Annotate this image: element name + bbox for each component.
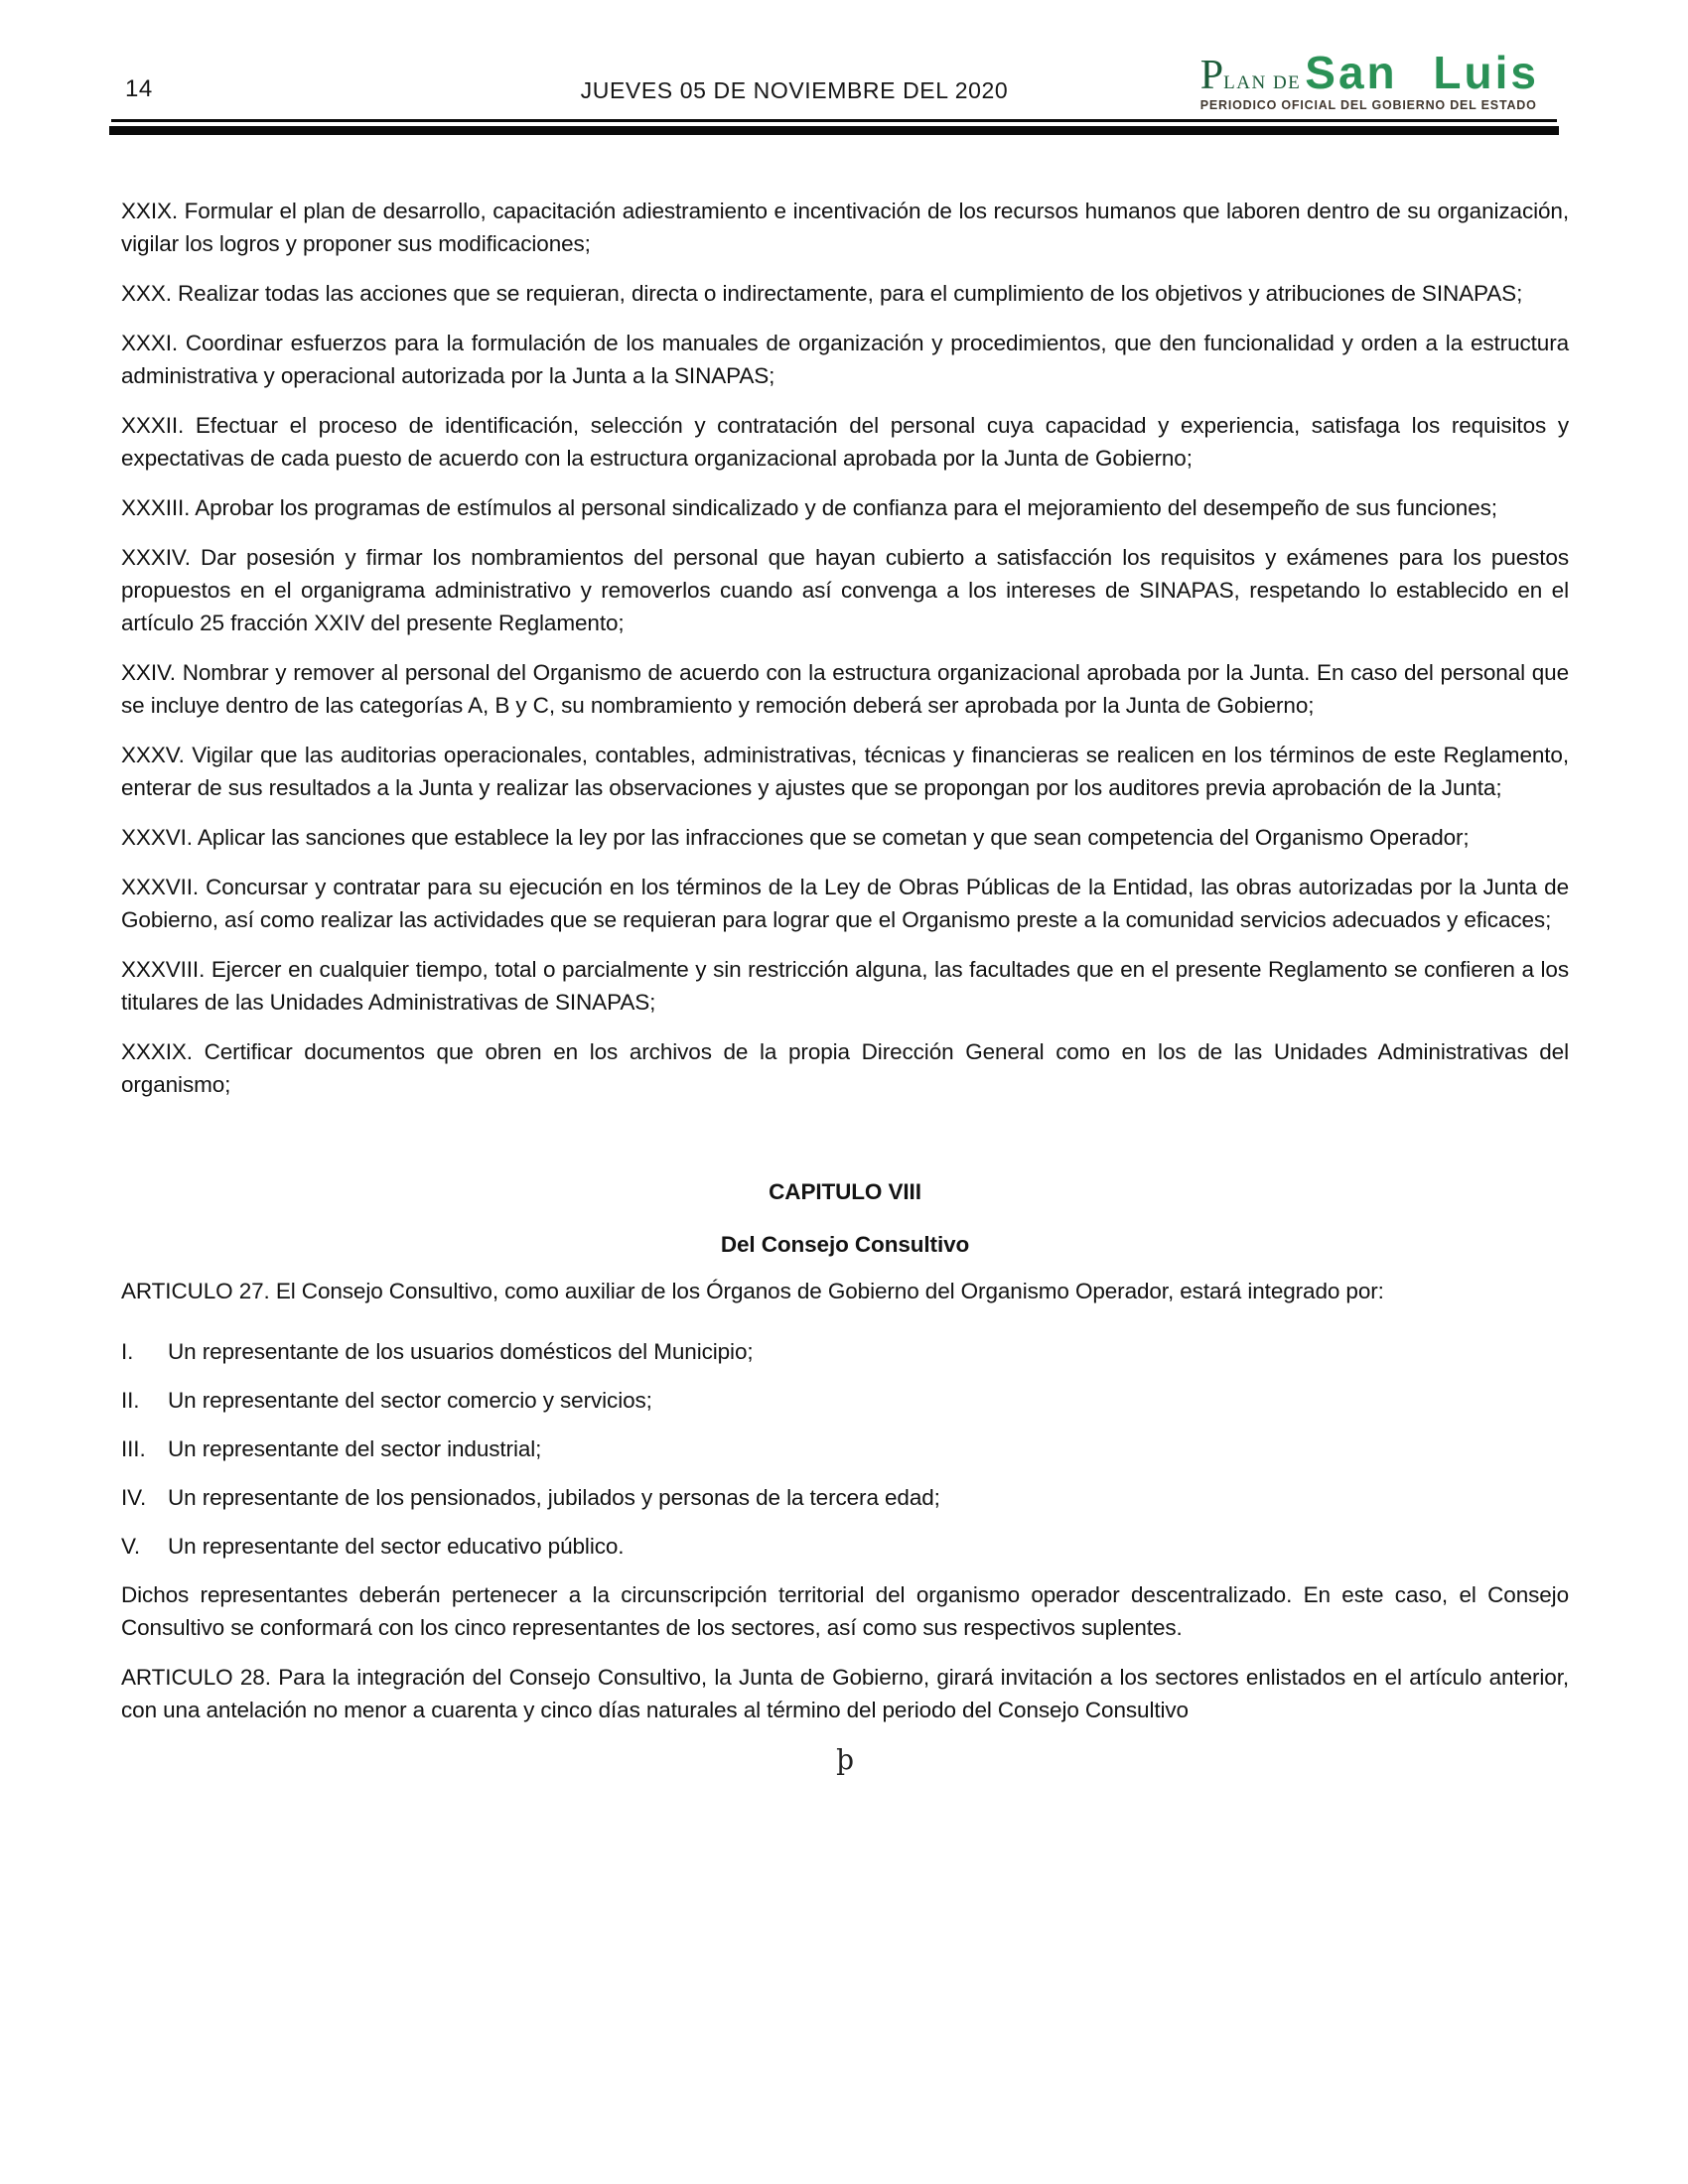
page-number: 14	[125, 75, 153, 102]
fraction-xxx: XXX. Realizar todas las acciones que se requieran, directa o indirectamente, para el cumplimiento de los objetivos y atribuciones de SINAPAS;	[121, 281, 1523, 306]
council-member-text: Un representante del sector educativo público.	[168, 1534, 625, 1559]
fraction-xxxvi: XXXVI. Aplicar las sanciones que establece la ley por las infracciones que se cometan y que sean competencia del Organismo Operador;	[121, 825, 1470, 850]
page-header	[0, 0, 1688, 139]
council-member-item	[121, 1433, 1569, 1465]
council-member-text: Un representante del sector industrial;	[168, 1436, 542, 1461]
document-body	[121, 195, 1569, 1793]
council-member-text: Un representante del sector comercio y servicios;	[168, 1388, 652, 1413]
stray-thorn-glyph: þ	[836, 1743, 854, 1776]
closing-paragraph: Dichos representantes deberán pertenecer a la circunscripción territorial del organismo operador descentralizado. En este caso, el Consejo Consultivo se conformará con los cinco representantes de los sectores, así como sus respectivos suplentes.	[121, 1582, 1569, 1640]
plan-de-san-luis-logo	[1199, 47, 1539, 112]
council-member-item	[121, 1335, 1569, 1368]
council-member-item	[121, 1530, 1569, 1563]
chapter-subtitle: Del Consejo Consultivo	[720, 1232, 970, 1257]
fraction-xxxix: XXXIX. Certificar documentos que obren en los archivos de la propia Dirección General como en los de las Unidades Administrativas del organismo;	[121, 1039, 1569, 1097]
council-member-text: Un representante de los pensionados, jubilados y personas de la tercera edad;	[168, 1485, 940, 1510]
fraction-xxxiii: XXXIII. Aprobar los programas de estímulos al personal sindicalizado y de confianza para el mejoramiento del desempeño de sus funciones;	[121, 495, 1497, 520]
council-member-numeral: III.	[121, 1436, 146, 1461]
fraction-xxxii: XXXII. Efectuar el proceso de identificación, selección y contratación del personal cuya capacidad y experiencia, satisfaga los requisitos y expectativas de cada puesto de acuerdo con la estructura organizacional aprobada por la Junta de Gobierno;	[121, 413, 1569, 471]
fraction-xxxv: XXXV. Vigilar que las auditorias operacionales, contables, administrativas, técnicas y financieras se realicen en los términos de este Reglamento, enterar de sus resultados a la Junta y realizar las observaciones y ajustes que se propongan por los auditores previa aprobación de la Junta;	[121, 743, 1569, 800]
council-member-numeral: V.	[121, 1534, 140, 1559]
logo-lan-de: LAN DE	[1223, 72, 1302, 93]
council-member-text: Un representante de los usuarios domésticos del Municipio;	[168, 1339, 754, 1364]
chapter-title: CAPITULO VIII	[769, 1179, 921, 1204]
fraction-xxxvii: XXXVII. Concursar y contratar para su ejecución en los términos de la Ley de Obras Públicas de la Entidad, las obras autorizadas por la Junta de Gobierno, así como realizar las actividades que se requieran para lograr que el Organismo preste a la comunidad servicios adecuados y eficaces;	[121, 875, 1569, 932]
logo-san-luis: San Luis	[1305, 47, 1539, 98]
articulo-27: ARTICULO 27. El Consejo Consultivo, como auxiliar de los Órganos de Gobierno del Organismo Operador, estará integrado por:	[121, 1279, 1384, 1303]
header-rule-thin	[111, 119, 1557, 122]
fraction-xxxviii: XXXVIII. Ejercer en cualquier tiempo, total o parcialmente y sin restricción alguna, las facultades que en el presente Reglamento se confieren a los titulares de las Unidades Administrativas de SINAPAS;	[121, 957, 1569, 1015]
council-member-numeral: IV.	[121, 1485, 147, 1510]
fraction-xxiv: XXIV. Nombrar y remover al personal del Organismo de acuerdo con la estructura organizacional aprobada por la Junta. En caso del personal que se incluye dentro de las categorías A, B y C, su nombramiento y remoción deberá ser aprobada por la Junta de Gobierno;	[121, 660, 1569, 718]
council-member-numeral: II.	[121, 1388, 140, 1413]
council-member-numeral: I.	[121, 1339, 134, 1364]
fraction-xxxi: XXXI. Coordinar esfuerzos para la formulación de los manuales de organización y procedimientos, que den funcionalidad y orden a la estructura administrativa y operacional autorizada por la Junta a la SINAPAS;	[121, 331, 1569, 388]
articulo-28: ARTICULO 28. Para la integración del Consejo Consultivo, la Junta de Gobierno, girará invitación a los sectores enlistados en el artículo anterior, con una antelación no menor a cuarenta y cinco días naturales al término del periodo del Consejo Consultivo	[121, 1665, 1569, 1722]
logo-tagline: PERIODICO OFICIAL DEL GOBIERNO DEL ESTADO	[1199, 98, 1537, 112]
fraction-xxxiv: XXXIV. Dar posesión y firmar los nombramientos del personal que hayan cubierto a satisfacción los requisitos y exámenes para los puestos propuestos en el organigrama administrativo y removerlos cuando así convenga a los intereses de SINAPAS, respetando lo establecido en el artículo 25 fracción XXIV del presente Reglamento;	[121, 545, 1569, 635]
council-members-list	[121, 1335, 1569, 1563]
logo-wordmark	[1199, 47, 1539, 98]
header-rule-thick	[109, 126, 1559, 135]
logo-letter-p: P	[1199, 53, 1224, 98]
council-member-item	[121, 1384, 1569, 1417]
council-member-item	[121, 1481, 1569, 1514]
issue-date: JUEVES 05 DE NOVIEMBRE DEL 2020	[580, 77, 1009, 103]
fraction-xxix: XXIX. Formular el plan de desarrollo, capacitación adiestramiento e incentivación de los recursos humanos que laboren dentro de su organización, vigilar los logros y proponer sus modificaciones;	[121, 199, 1569, 256]
